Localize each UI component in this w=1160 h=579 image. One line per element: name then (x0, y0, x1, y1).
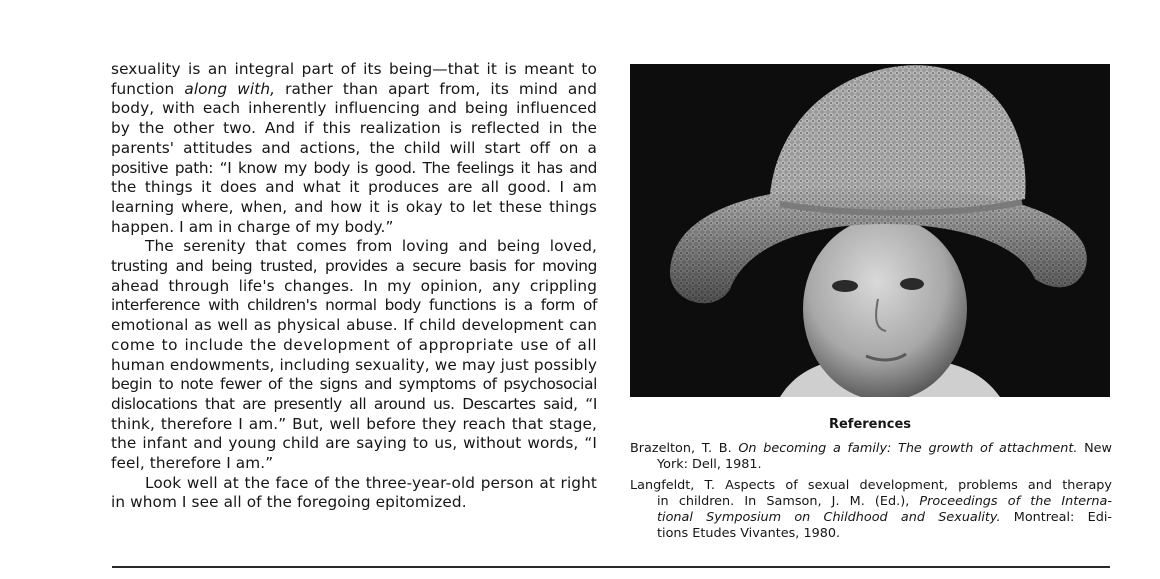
emphasis: tional Symposium on Childhood and Sexuality. (657, 510, 1001, 526)
text-line: body, with each inherently influencing and being influenced (111, 99, 597, 118)
paragraph-2 (111, 237, 597, 473)
text-line: dislocations that are presently all around us. Descartes said, “I (111, 394, 597, 413)
text-run: New (1077, 441, 1113, 456)
text-line: positive path: “I know my body is good. The feelings it has and (111, 158, 597, 177)
page-rule (112, 566, 1110, 568)
references-list (630, 441, 1112, 543)
reference-line (630, 494, 1112, 510)
text-line: think, therefore I am.” But, well before they reach that stage, (111, 414, 597, 433)
reference-entry (630, 441, 1112, 474)
text-line: come to include the development of appropriate use of all (111, 335, 597, 354)
text-run: Brazelton, T. B. (630, 441, 739, 456)
text-line: by the other two. And if this realization is reflected in the (111, 119, 597, 138)
text-line: ahead through life's changes. In my opinion, any crippling (111, 276, 597, 295)
text-line: the infant and young child are saying to us, without words, “I (111, 434, 597, 453)
reference-line (630, 441, 1112, 457)
references-heading: References (828, 417, 912, 432)
text-line: parents' attitudes and actions, the child will start off on a (111, 138, 597, 157)
text-run: Montreal: Edi- (1000, 510, 1113, 526)
child-photo (630, 64, 1110, 397)
reference-line (630, 510, 1112, 526)
emphasis: Proceedings of the Interna- (919, 493, 1112, 509)
reference-line: Langfeldt, T. Aspects of sexual development, problems and therapy (630, 477, 1112, 493)
text-line: Look well at the face of the three-year-old person at right (145, 473, 597, 492)
emphasis: On becoming a family: The growth of attachment. (738, 441, 1078, 456)
text-line: happen. I am in charge of my body.” (111, 217, 394, 236)
article-column (111, 60, 597, 513)
text-run: in children. In Samson, J. M. (Ed.), (657, 493, 920, 509)
emphasis: along with, (184, 79, 276, 98)
text-line: in whom I see all of the foregoing epitomized. (111, 493, 467, 512)
text-line: The serenity that comes from loving and being loved, (145, 237, 597, 256)
paragraph-1 (111, 60, 597, 237)
text-line: feel, therefore I am.” (111, 454, 274, 473)
text-line (111, 80, 597, 100)
text-run: rather than apart from, its mind and (275, 79, 598, 98)
reference-line: tions Etudes Vivantes, 1980. (657, 526, 841, 542)
text-line: sexuality is an integral part of its being—that it is meant to (111, 60, 597, 78)
text-line: human endowments, including sexuality, we may just possibly (111, 355, 597, 374)
text-line: learning where, when, and how it is okay to let these things (111, 197, 597, 216)
text-line: emotional as well as physical abuse. If child development can (111, 316, 597, 335)
reference-entry (630, 478, 1112, 543)
text-line: begin to note fewer of the signs and symptoms of psychosocial (111, 375, 597, 394)
text-line: the things it does and what it produces are all good. I am (111, 178, 597, 197)
text-line: interference with children's normal body functions is a form of (111, 296, 597, 315)
text-run: function (111, 79, 185, 98)
child-in-hat-illustration (630, 64, 1110, 397)
text-line: trusting and being trusted, provides a secure basis for moving (111, 257, 597, 276)
paragraph-3 (111, 474, 597, 513)
reference-line: York: Dell, 1981. (657, 457, 762, 473)
